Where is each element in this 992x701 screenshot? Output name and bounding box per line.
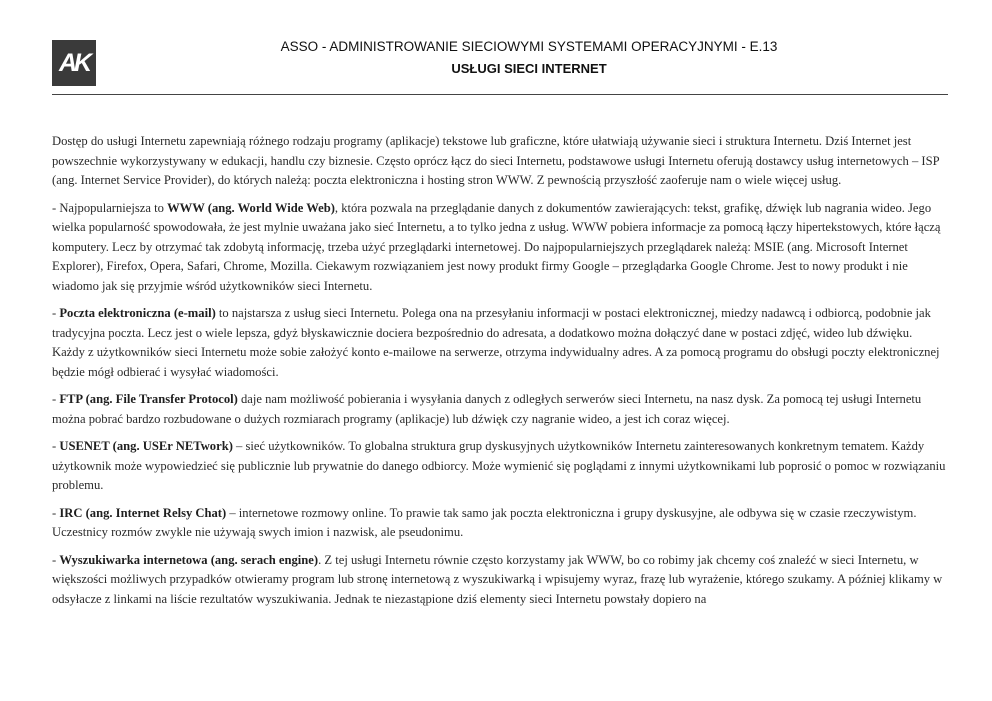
term-search-engine: Wyszukiwarka internetowa (ang. serach engine) bbox=[59, 552, 319, 567]
paragraph-text: – sieć użytkowników. To globalna struktura grup dyskusyjnych użytkowników Internetu zainteresowanych konkretnym tematem. Każdy użytkownik może wypowiedzieć się publicznie lub prywatnie do danego odbiorcy. Może wymienić się poglądami z innymi użytkownikami lub poprosić o pomoc w rozwiązaniu problemu. bbox=[52, 439, 946, 492]
logo bbox=[52, 40, 96, 86]
logo-text: AK bbox=[58, 48, 90, 77]
document-body bbox=[52, 132, 948, 617]
header-divider bbox=[52, 94, 948, 95]
paragraph-text: . Z tej usługi Internetu równie często korzystamy jak WWW, bo co robimy jak chcemy coś znaleźć w sieci Internetu, w większości możliwych przypadków otwieramy program lub stronę internetową z wyszukiwarką i wpisujemy wyraz, frazę lub wyrażenie, którego szukamy. A później klikamy w odsyłacze z linkami na liście rezultatów wyszukiwania. Jednak te niezastąpione dziś elementy sieci Internetu powstały dopiero na bbox=[52, 552, 943, 606]
paragraph-usenet bbox=[52, 437, 948, 496]
term-usenet: USENET (ang. USEr NETwork) bbox=[59, 439, 233, 453]
term-email: Poczta elektroniczna (e-mail) bbox=[59, 306, 216, 320]
paragraph-www bbox=[52, 199, 948, 297]
paragraph-irc bbox=[52, 504, 948, 543]
paragraph-prefix: - bbox=[52, 392, 60, 406]
paragraph-email bbox=[52, 304, 948, 382]
term-ftp: FTP (ang. File Transfer Protocol) bbox=[59, 392, 238, 406]
paragraph-prefix: - bbox=[52, 306, 60, 320]
intro-paragraph: Dostęp do usługi Internetu zapewniają różnego rodzaju programy (aplikacje) tekstowe lub graficzne, które ułatwiają używanie sieci i struktura Internetu. Dziś Internet jest powszechnie wykorzystywany w edukacji, handlu czy biznesie. Często oprócz łącz do sieci Internetu, podstawowe usługi Internetu oferują dostawcy usług internetowych – ISP (ang. Internet Service Provider), do których należą: poczta elektroniczna i hosting stron WWW. Z pewnością przyszłość zaoferuje nam o wiele więcej usług. bbox=[52, 134, 940, 187]
paragraph-prefix: - bbox=[52, 552, 60, 567]
paragraph-text: to najstarsza z usług sieci Internetu. Polega ona na przesyłaniu informacji w postaci elektronicznej, miedzy nadawcą i odbiorcą, podobnie jak tradycyjna poczta. Lecz jest o wiele lepsza, gdyż błyskawicznie dociera bezpośrednio do adresata, a dodatkowo można dołączyć dane w postaci zdjęć, wideo lub dźwięku. Każdy z użytkowników sieci Internetu może sobie założyć konto e-mailowe na serwerze, otrzyma indywidualny adres. A za pomocą programu do obsługi poczty elektronicznej będzie mógł odbierać i wysyłać wiadomości. bbox=[52, 306, 940, 379]
term-www: WWW (ang. World Wide Web) bbox=[167, 200, 335, 215]
paragraph-prefix: - bbox=[52, 439, 60, 453]
paragraph-search-engine bbox=[52, 551, 948, 610]
document-title: ASSO - ADMINISTROWANIE SIECIOWYMI SYSTEMAMI OPERACYJNYMI - E.13 bbox=[280, 39, 778, 54]
paragraph-text: – internetowe rozmowy online. To prawie tak samo jak poczta elektroniczna i grupy dyskusyjne, ale odbywa się w czasie rzeczywistym. Uczestnicy rozmów zwykle nie używają swych imion i nazwisk, ale pseudonimu. bbox=[52, 505, 917, 539]
paragraph-prefix: - bbox=[52, 505, 60, 520]
term-irc: IRC (ang. Internet Relsy Chat) bbox=[59, 505, 227, 520]
paragraph-ftp bbox=[52, 390, 948, 429]
paragraph-text: , która pozwala na przeglądanie danych z dokumentów zawierających: tekst, grafikę, dźwięk lub nagrania wideo. Jego wielka popularność spowodowała, że jest mylnie uważana jako sieć Internetu, a to tylko jedna z usług. WWW pobiera informacje za pomocą łączy hipertekstowych, które łączą komputery. Lecz by otrzymać tak zdobytą informację, trzeba użyć przeglądarki internetowej. Do najpopularniejszych przeglądarek należą: MSIE (ang. Microsoft Internet Explorer), Firefox, Opera, Safari, Chrome, Mozilla. Ciekawym rozwiązaniem jest nowy produkt firmy Google – przeglądarka Google Chrome. Jest to nowy produkt i nie wiadomo jak się przyjmie wśród użytkowników sieci Internetu. bbox=[52, 200, 941, 293]
paragraph-prefix: - Najpopularniejsza to bbox=[52, 200, 168, 215]
paragraph-text: daje nam możliwość pobierania i wysyłania danych z odległych serwerów sieci Internetu, na nasz dysk. Za pomocą tej usługi Internetu można pobrać bardzo rozbudowane o dużych rozmiarach programy (aplikacje) lub dźwięk czy nagranie wideo, a jest ich coraz więcej. bbox=[52, 392, 922, 426]
document-subtitle: USŁUGI SIECI INTERNET bbox=[451, 61, 607, 76]
